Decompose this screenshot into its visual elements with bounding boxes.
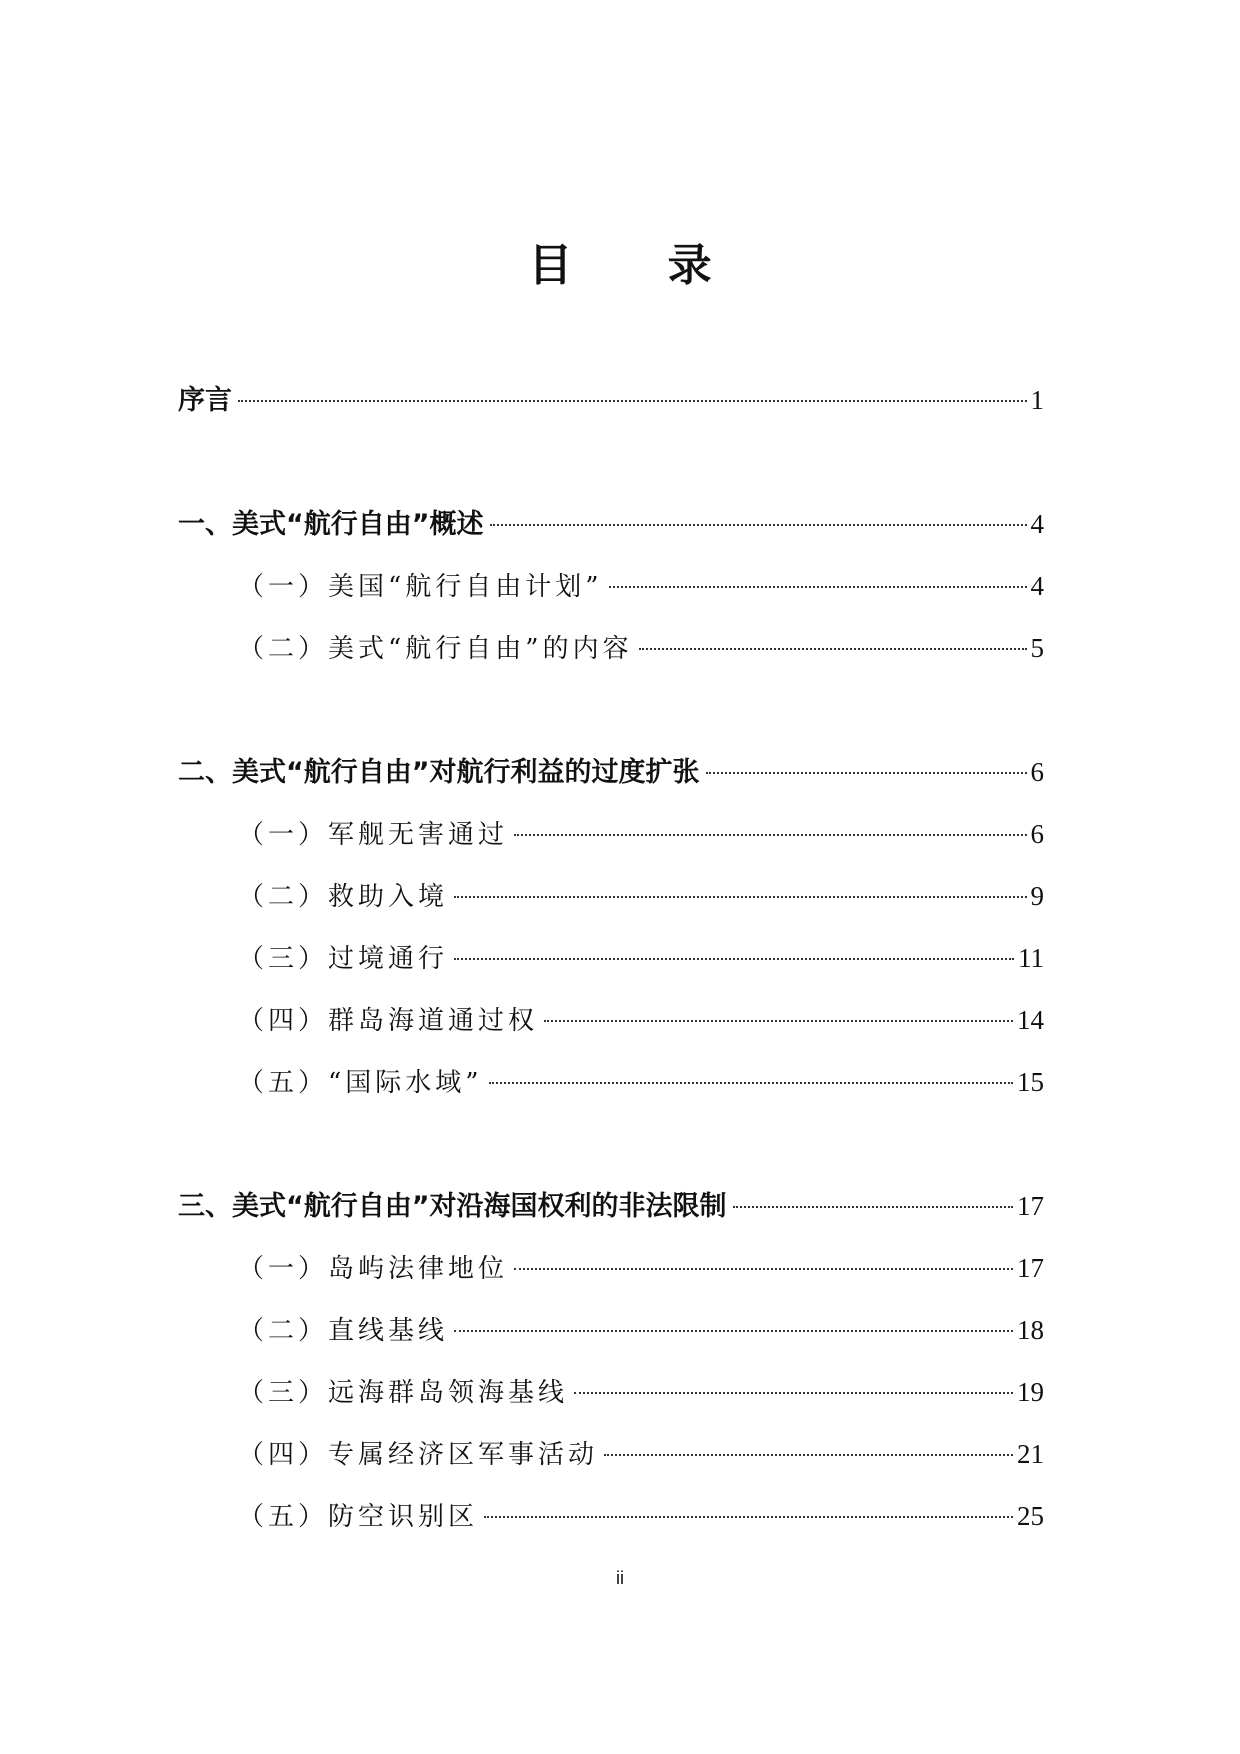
toc-entry-page-number: 19 [1017,1377,1044,1407]
toc-entry-section-1-2[interactable] [238,626,1044,670]
toc-entry-page-number: 6 [1030,757,1044,787]
toc-entry-chapter-1[interactable] [178,502,1044,546]
toc-entry-page-number: 17 [1017,1253,1044,1283]
toc-entry-section-2-4[interactable] [238,998,1044,1042]
dot-leader [454,958,1014,960]
toc-entry-section-1-1[interactable] [238,564,1044,608]
toc-entry-section-2-5[interactable] [238,1060,1044,1104]
toc-entry-chapter-2[interactable] [178,750,1044,794]
toc-entry-label: （二）直线基线 [238,1316,449,1346]
toc-entry-preface[interactable] [178,378,1044,422]
toc-entry-section-3-3[interactable] [238,1370,1044,1414]
toc-entry-section-3-2[interactable] [238,1308,1044,1352]
page-footer-number: ii [616,1568,624,1588]
dot-leader [454,1330,1013,1332]
toc-entry-section-2-2[interactable] [238,874,1044,918]
toc-entry-page-number: 11 [1018,943,1044,973]
toc-entry-page-number: 1 [1030,385,1044,415]
page-title: 目 录 [528,240,752,291]
dot-leader [706,772,1027,774]
dot-leader [490,524,1027,526]
toc-entry-label: （五）防空识别区 [238,1502,479,1532]
toc-entry-section-3-5[interactable] [238,1494,1044,1538]
toc-entry-page-number: 14 [1017,1005,1044,1035]
toc-entry-label: （四）专属经济区军事活动 [238,1440,599,1470]
toc-entry-section-3-1[interactable] [238,1246,1044,1290]
toc-entry-page-number: 17 [1017,1191,1044,1221]
toc-entry-page-number: 21 [1017,1439,1044,1469]
toc-entry-page-number: 4 [1030,571,1044,601]
toc-entry-label: 三、美式“航行自由”对沿海国权利的非法限制 [178,1191,727,1222]
toc-entry-page-number: 25 [1017,1501,1044,1531]
toc-entry-section-3-4[interactable] [238,1432,1044,1476]
dot-leader [733,1206,1014,1208]
toc-entry-page-number: 4 [1030,509,1044,539]
toc-entry-label: （三）远海群岛领海基线 [238,1378,569,1408]
toc-entry-section-2-3[interactable] [238,936,1044,980]
dot-leader [639,648,1027,650]
toc-entry-page-number: 15 [1017,1067,1044,1097]
toc-entry-label: 序言 [178,385,232,416]
toc-entry-label: （四）群岛海道通过权 [238,1006,539,1036]
toc-entry-label: （一）军舰无害通过 [238,820,509,850]
toc-entry-label: （三）过境通行 [238,944,449,974]
dot-leader [514,1268,1013,1270]
dot-leader [484,1516,1013,1518]
toc-entry-label: 一、美式“航行自由”概述 [178,509,484,540]
dot-leader [489,1082,1013,1084]
dot-leader [514,834,1026,836]
toc-entry-chapter-3[interactable] [178,1184,1044,1228]
dot-leader [604,1454,1013,1456]
toc-entry-label: 二、美式“航行自由”对航行利益的过度扩张 [178,757,700,788]
dot-leader [544,1020,1013,1022]
toc-entry-label: （五）“国际水域” [238,1068,483,1098]
toc-entry-label: （一）岛屿法律地位 [238,1254,509,1284]
toc-entry-label: （一）美国“航行自由计划” [238,572,603,602]
toc-entry-section-2-1[interactable] [238,812,1044,856]
dot-leader [609,586,1027,588]
toc-entry-page-number: 9 [1030,881,1044,911]
toc-entry-label: （二）救助入境 [238,882,449,912]
toc-entry-page-number: 18 [1017,1315,1044,1345]
toc-entry-page-number: 6 [1030,819,1044,849]
dot-leader [454,896,1026,898]
dot-leader [238,400,1027,402]
toc-entry-page-number: 5 [1030,633,1044,663]
toc-entry-label: （二）美式“航行自由”的内容 [238,634,633,664]
dot-leader [574,1392,1013,1394]
